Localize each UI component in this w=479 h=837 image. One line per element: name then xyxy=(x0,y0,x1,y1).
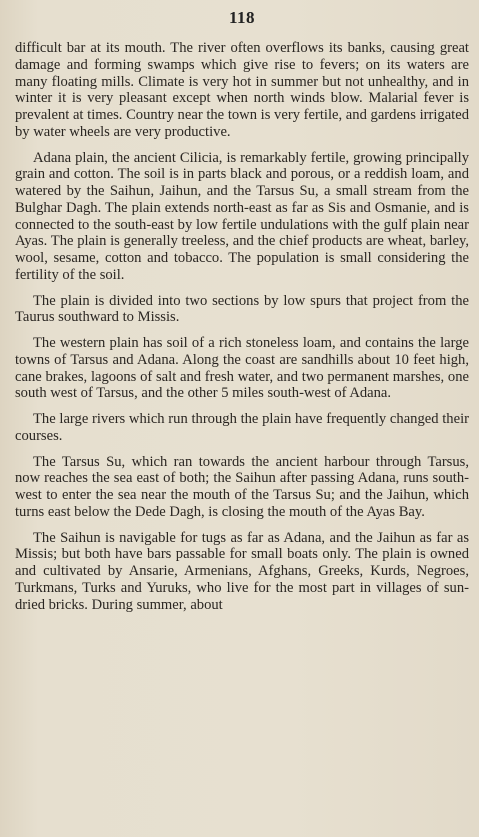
paragraph-river-climate: difficult bar at its mouth. The river often overflows its banks, causing great damage and forming swamps which give rise to fevers; on its waters are many floating mills. Climate is very hot in summer but not unhealthy, and in winter it is very pleasant except when north winds blow. Malarial fever is prevalent at times. Country near the town is very fertile, and gardens irrigated by water wheels are very productive. xyxy=(15,40,469,140)
page-number: 118 xyxy=(228,8,256,27)
paragraph-saihun-navigable: The Saihun is navigable for tugs as far as Adana, and the Jaihun as far as Missis; but both have bars passable for small boats only. The plain is owned and cultivated by Ansarie, Armenians, Afghans, Greeks, Kurds, Negroes, Turkmans, Turks and Yuruks, who live for the most part in villages of sun-dried bricks. During summer, about xyxy=(15,529,469,613)
paragraph-tarsus-su: The Tarsus Su, which ran towards the ancient harbour through Tarsus, now reaches the sea east of both; the Saihun after passing Adana, runs south-west to enter the sea near the mouth of the Tarsus Su; and the Jaihun, which turns east below the Dede Dagh, is closing the mouth of the Ayas Bay. xyxy=(15,453,469,520)
paragraph-western-plain: The western plain has soil of a rich stoneless loam, and contains the large towns of Tarsus and Adana. Along the coast are sandhills about 10 feet high, cane brakes, lagoons of salt and fresh water, and two permanent marshes, one south west of Tarsus, and the other 5 miles south-west of Adana. xyxy=(15,335,469,402)
paragraph-adana-plain: Adana plain, the ancient Cilicia, is remarkably fertile, growing principally grain and cotton. The soil is in parts black and porous, or a reddish loam, and watered by the Saihun, Jaihun, and the Tarsus Su, a small stream from the Bulghar Dagh. The plain extends north-east as far as Sis and Osmanie, and is connected to the south-east by low fertile undulations with the gulf plain near Ayas. The plain is generally treeless, and the chief products are wheat, barley, wool, sesame, cotton and tobacco. The population is small considering the fertility of the soil. xyxy=(15,149,469,283)
paragraph-rivers-courses: The large rivers which run through the plain have frequently changed their courses. xyxy=(15,411,469,444)
paragraph-plain-sections: The plain is divided into two sections by low spurs that project from the Taurus southward to Missis. xyxy=(15,292,469,326)
